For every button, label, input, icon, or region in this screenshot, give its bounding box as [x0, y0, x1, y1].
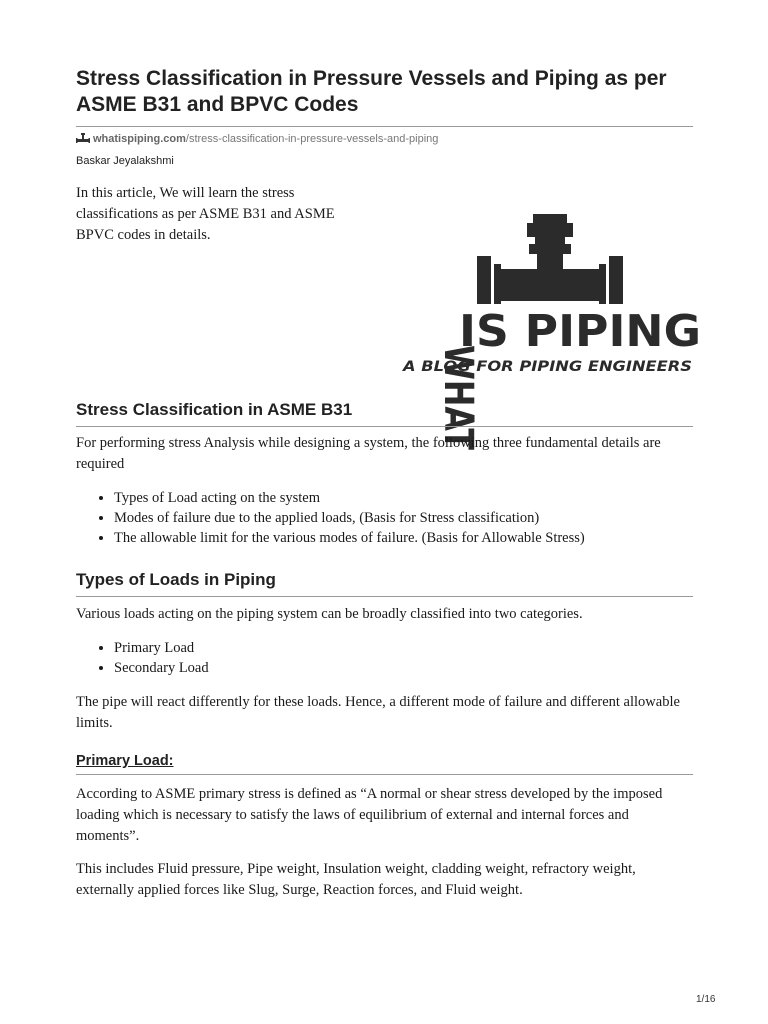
section2-paragraph-2: The pipe will react differently for these loads. Hence, a different mode of failure and different allowable limits. — [76, 694, 680, 731]
source-path[interactable]: /stress-classification-in-pressure-vessels-and-piping — [185, 133, 439, 145]
logo-word-what: WHAT — [435, 345, 481, 478]
site-favicon-icon — [76, 133, 90, 144]
section-heading-types-of-loads: Types of Loads in Piping — [76, 570, 693, 597]
list-item: • Modes of failure due to the applied loads, (Basis for Stress classification) — [114, 508, 585, 528]
author-name: Baskar Jeyalakshmi — [76, 155, 174, 167]
list-item: • Secondary Load — [114, 658, 209, 678]
list-item: • Types of Load acting on the system — [114, 488, 585, 508]
section2-paragraph: Various loads acting on the piping system can be broadly classified into two categories. — [76, 606, 583, 622]
section-heading-primary-load: Primary Load: — [76, 753, 693, 775]
load-types-list — [76, 638, 209, 678]
section-heading-stress-classification: Stress Classification in ASME B31 — [76, 400, 693, 427]
list-item: • The allowable limit for the various modes of failure. (Basis for Allowable Stress) — [114, 528, 585, 548]
what-is-piping-logo — [401, 210, 701, 478]
source-url[interactable] — [76, 133, 438, 145]
article-title: Stress Classification in Pressure Vessels and Piping as per ASME B31 and BPVC Codes — [76, 67, 667, 116]
source-domain[interactable]: whatispiping.com — [93, 133, 186, 145]
section1-paragraph: For performing stress Analysis while designing a system, the following three fundamental details are required — [76, 435, 661, 472]
requirements-list — [76, 488, 585, 548]
logo-tagline: A BLOG FOR PIPING ENGINEERS — [401, 359, 692, 375]
primary-load-definition: According to ASME primary stress is defined as “A normal or shear stress developed by the imposed loading which is necessary to satisfy the laws of equilibrium of external and internal forces and moments”. — [76, 786, 663, 844]
page-number: 1/16 — [696, 994, 716, 1005]
title-divider — [76, 126, 693, 127]
intro-paragraph: In this article, We will learn the stress classifications as per ASME B31 and ASME BPVC codes in details. — [76, 185, 335, 243]
pipe-tee-icon — [477, 214, 623, 304]
primary-load-examples: This includes Fluid pressure, Pipe weight, Insulation weight, cladding weight, refractory weight, externally applied forces like Slug, Surge, Reaction forces, and Fluid weight. — [76, 861, 636, 898]
logo-word-is-piping: IS PIPING — [459, 306, 701, 357]
list-item: • Primary Load — [114, 638, 209, 658]
